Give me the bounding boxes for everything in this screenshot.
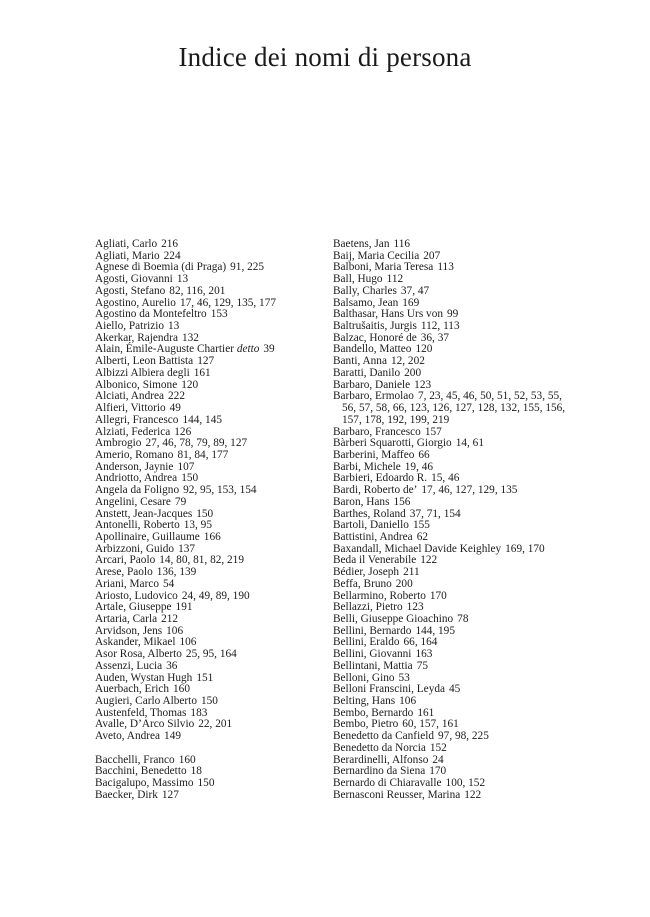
entry-pages: 116 [393, 238, 410, 250]
entry-pages: 37, 47 [400, 284, 430, 297]
entry-pages: 78 [457, 613, 469, 625]
entry-name: Bacigalupo, Massimo [95, 777, 194, 790]
entry-pages: 155 [412, 519, 430, 532]
entry-name: Baron, Hans [333, 495, 390, 508]
entry-name: Battistini, Andrea [333, 530, 413, 543]
entry-name: Ariani, Marco [95, 577, 159, 590]
entry-name: Balsamo, Jean [333, 296, 399, 309]
entry-name: Bernardo di Chiaravalle [333, 777, 442, 790]
entry-name: Auerbach, Erich [95, 683, 170, 696]
entry-pages: 100, 152 [445, 777, 486, 790]
entry-name: Antonelli, Roberto [95, 519, 180, 532]
entry-name: Albizzi Albiera degli [95, 366, 190, 379]
entry-pages: 19, 46 [404, 460, 434, 473]
entry-pages: 150 [197, 777, 215, 790]
entry-pages: 37, 71, 154 [409, 507, 461, 520]
entry-name: Balzac, Honoré de [333, 331, 417, 344]
entry-pages: 13, 95 [183, 519, 212, 532]
entry-name: Alciati, Andrea [95, 390, 165, 403]
entry-name: Albonico, Simone [95, 378, 178, 391]
entry-pages: 183 [190, 706, 208, 719]
entry-pages: 161 [417, 706, 435, 719]
entry-pages: 82, 116, 201 [169, 284, 226, 297]
entry-pages: 14, 61 [455, 437, 484, 450]
entry-name: Bally, Charles [333, 284, 397, 297]
entry-pages: 122 [420, 554, 438, 567]
entry-pages: 160 [173, 683, 190, 696]
entry-pages: 149 [164, 730, 181, 743]
entry-pages: 169, 170 [505, 542, 545, 555]
entry-name: Ambrogio [95, 437, 142, 450]
entry-pages: 216 [161, 238, 179, 250]
entry-name: Alfieri, Vittorio [95, 402, 166, 415]
entry-name: Barbaro, Francesco [333, 425, 421, 438]
entry-name: Barbaro, Daniele [333, 378, 411, 391]
entry-name: Alberti, Leon Battista [95, 355, 194, 368]
entry-name: Baetens, Jan [333, 238, 390, 250]
entry-pages: 106 [399, 695, 417, 708]
entry-pages: 123 [406, 601, 424, 614]
entry-pages: 36, 37 [420, 331, 449, 344]
entry-name: Alziati, Federica [95, 425, 171, 438]
entry-pages: 66 [418, 448, 430, 461]
index-entry [95, 731, 315, 743]
entry-pages: 99 [447, 308, 459, 321]
entry-name: Arbizzoni, Guido [95, 542, 175, 555]
entry-pages: 45 [449, 683, 461, 696]
entry-pages: 123 [414, 378, 432, 391]
entry-name: Artale, Giuseppe [95, 601, 172, 614]
page-title: Indice dei nomi di persona [178, 42, 472, 72]
entry-name: Baratti, Danilo [333, 366, 401, 379]
entry-name: Assenzi, Lucia [95, 659, 163, 672]
entry-name: Asor Rosa, Alberto [95, 648, 182, 661]
entry-name: Belting, Hans [333, 695, 396, 708]
entry-name: Apollinaire, Guillaume [95, 530, 200, 543]
entry-pages: 150 [181, 472, 199, 485]
index-entry [333, 391, 568, 426]
entry-name: Benedetto da Canfield [333, 730, 435, 743]
entry-pages: 17, 46, 127, 129, 135 [421, 484, 518, 497]
entry-name: Bernasconi Reusser, Marina [333, 788, 461, 801]
entry-pages: 12, 202 [390, 355, 425, 368]
entry-name: Balthasar, Hans Urs von [333, 308, 443, 321]
entry-name: Auden, Wystan Hugh [95, 671, 193, 684]
entry-name: Bellarmino, Roberto [333, 589, 426, 602]
entry-name: Bàrberi Squarotti, Giorgio [333, 437, 452, 450]
entry-pages: 14, 80, 81, 82, 219 [159, 554, 244, 567]
entry-pages: 150 [200, 695, 218, 708]
entry-pages: 13 [168, 320, 180, 333]
entry-pages: 113 [437, 261, 454, 274]
entry-pages: 39 [263, 343, 275, 356]
entry-pages: 13 [176, 273, 189, 286]
entry-name: Bandello, Matteo [333, 343, 412, 356]
entry-name: Alain, Émile-Auguste Chartier [95, 343, 234, 356]
entry-name: Barbieri, Edoardo R. [333, 472, 428, 485]
entry-name: Barberini, Maffeo [333, 448, 415, 461]
entry-pages: 107 [177, 460, 195, 473]
entry-name: Allegri, Francesco [95, 413, 179, 426]
entry-pages: 200 [404, 366, 422, 379]
entry-name: Balboni, Maria Teresa [333, 261, 434, 274]
entry-pages: 132 [181, 331, 199, 344]
entry-pages: 106 [166, 624, 184, 637]
entry-name: Augieri, Carlo Alberto [95, 695, 197, 708]
entry-name: Bellini, Giovanni [333, 648, 412, 661]
entry-pages: 24 [432, 753, 444, 766]
entry-pages: 166 [203, 530, 221, 543]
entry-name: Bellini, Eraldo [333, 636, 400, 649]
entry-name: Arese, Paolo [95, 566, 153, 579]
entry-pages: 54 [163, 577, 175, 590]
index-column-left [95, 239, 315, 802]
entry-pages: 152 [429, 741, 447, 754]
entry-name: Beffa, Bruno [333, 577, 392, 590]
entry-name: Bacchelli, Franco [95, 753, 175, 766]
entry-name: Ariosto, Ludovico [95, 589, 178, 602]
entry-name: Bacchini, Benedetto [95, 765, 187, 778]
entry-name: Agliati, Mario [95, 249, 160, 262]
entry-name: Beda il Venerabile [333, 554, 417, 567]
entry-pages: 112 [386, 273, 404, 286]
entry-name: Belloni Franscini, Leyda [333, 683, 446, 696]
entry-pages: 112, 113 [420, 320, 460, 333]
entry-pages: 156 [393, 495, 411, 508]
entry-name: Agnese di Boemia (di Praga) [95, 261, 227, 274]
entry-pages: 153 [210, 308, 228, 321]
entry-name: Anstett, Jean-Jacques [95, 507, 193, 520]
entry-name: Akerkar, Rajendra [95, 331, 178, 344]
entry-name: Baxandall, Michael Davide Keighley [333, 542, 502, 555]
entry-name: Anderson, Jaynie [95, 460, 174, 473]
entry-pages: 15, 46 [431, 472, 460, 485]
entry-pages: 161 [193, 366, 211, 379]
entry-pages: 66, 164 [403, 636, 438, 649]
entry-name: Andriotto, Andrea [95, 472, 178, 485]
entry-pages: 212 [161, 613, 179, 625]
entry-pages: 120 [415, 343, 433, 356]
entry-name: Belloni, Gino [333, 671, 395, 684]
entry-name: Avalle, D’Arco Silvio [95, 718, 195, 731]
entry-pages: 160 [178, 753, 196, 766]
entry-pages: 7, 23, 45, 46, 50, 51, 52, 53, 55, 56, 57, 58, 66, 123, 126, 127, 128, 132, 155, 156, 157, 178, 192, 199, 219 [342, 390, 566, 426]
entry-pages: 79 [174, 495, 187, 508]
index-entry [95, 790, 315, 802]
entry-pages: 127 [161, 788, 179, 801]
entry-name: Agosti, Giovanni [95, 273, 173, 286]
entry-pages: 126 [174, 425, 192, 438]
entry-name: Berardinelli, Alfonso [333, 753, 429, 766]
entry-pages: 106 [179, 636, 197, 649]
entry-pages: 207 [423, 249, 441, 262]
entry-name: Austenfeld, Thomas [95, 706, 187, 719]
entry-pages: 120 [181, 378, 199, 391]
entry-name: Bembo, Bernardo [333, 706, 414, 719]
entry-name: Bellintani, Mattia [333, 659, 413, 672]
entry-pages: 24, 49, 89, 190 [181, 589, 250, 602]
entry-pages: 170 [429, 589, 447, 602]
entry-pages: 25, 95, 164 [185, 648, 237, 661]
entry-pages: 36 [166, 659, 178, 672]
entry-pages: 224 [163, 249, 181, 262]
entry-name: Agostino da Montefeltro [95, 308, 207, 321]
entry-pages: 144, 195 [415, 624, 455, 637]
entry-name: Baltrušaitis, Jurgis [333, 320, 417, 333]
entry-name: Baij, Maria Cecilia [333, 249, 420, 262]
entry-name: Benedetto da Norcia [333, 741, 426, 754]
entry-name: Arvidson, Jens [95, 624, 163, 637]
entry-pages: 169 [402, 296, 420, 309]
entry-name: Arcari, Paolo [95, 554, 156, 567]
entry-name: Bellazzi, Pietro [333, 601, 403, 614]
entry-pages: 163 [415, 648, 433, 661]
entry-name: Aiello, Patrizio [95, 320, 165, 333]
entry-pages: 49 [169, 402, 181, 415]
entry-name: Belli, Giuseppe Gioachino [333, 613, 454, 625]
entry-pages: 136, 139 [156, 566, 197, 579]
entry-pages: 222 [168, 390, 185, 403]
entry-name: Amerio, Romano [95, 448, 174, 461]
entry-name: Askander, Mikael [95, 636, 176, 649]
entry-name: Agostino, Aurelio [95, 296, 176, 309]
entry-name: Bellini, Bernardo [333, 624, 412, 637]
entry-name: Barbi, Michele [333, 460, 401, 473]
entry-pages: 170 [429, 765, 447, 778]
entry-name: Agliati, Carlo [95, 238, 158, 250]
entry-qualifier: detto [236, 343, 260, 356]
entry-pages: 92, 95, 153, 154 [183, 484, 257, 497]
entry-pages: 27, 46, 78, 79, 89, 127 [145, 437, 248, 450]
entry-pages: 200 [395, 577, 413, 590]
entry-pages: 75 [416, 659, 428, 672]
entry-name: Ball, Hugo [333, 273, 383, 286]
entry-name: Baecker, Dirk [95, 788, 158, 801]
entry-pages: 191 [175, 601, 193, 614]
entry-name: Bédier, Joseph [333, 566, 400, 579]
entry-name: Angela da Foligno [95, 484, 180, 497]
entry-name: Aveto, Andrea [95, 730, 161, 743]
entry-pages: 53 [398, 671, 410, 684]
entry-pages: 211 [403, 566, 420, 579]
entry-pages: 18 [190, 765, 202, 778]
entry-name: Banti, Anna [333, 355, 387, 368]
entry-pages: 62 [416, 530, 428, 543]
entry-pages: 97, 98, 225 [438, 730, 489, 743]
entry-pages: 151 [196, 671, 214, 684]
entry-name: Agosti, Stefano [95, 284, 166, 297]
entry-name: Bembo, Pietro [333, 718, 399, 731]
entry-pages: 127 [197, 355, 215, 368]
entry-name: Bartoli, Daniello [333, 519, 409, 532]
entry-name: Bernardino da Siena [333, 765, 426, 778]
entry-name: Angelini, Cesare [95, 495, 171, 508]
entry-pages: 17, 46, 129, 135, 177 [179, 296, 276, 309]
entry-pages: 150 [196, 507, 214, 520]
entry-name: Barthes, Roland [333, 507, 406, 520]
index-column-right [333, 239, 568, 802]
entry-pages: 22, 201 [198, 718, 233, 731]
entry-name: Bardi, Roberto de’ [333, 484, 418, 497]
entry-pages: 91, 225 [230, 261, 265, 274]
entry-pages: 122 [464, 788, 482, 801]
entry-name: Artaria, Carla [95, 613, 158, 625]
entry-pages: 137 [178, 542, 196, 555]
entry-name: Barbaro, Ermolao [333, 390, 414, 403]
entry-pages: 157 [424, 425, 442, 438]
entry-pages: 81, 84, 177 [177, 448, 229, 461]
entry-pages: 60, 157, 161 [402, 718, 459, 731]
entry-pages: 144, 145 [182, 413, 222, 426]
index-entry [333, 790, 568, 802]
